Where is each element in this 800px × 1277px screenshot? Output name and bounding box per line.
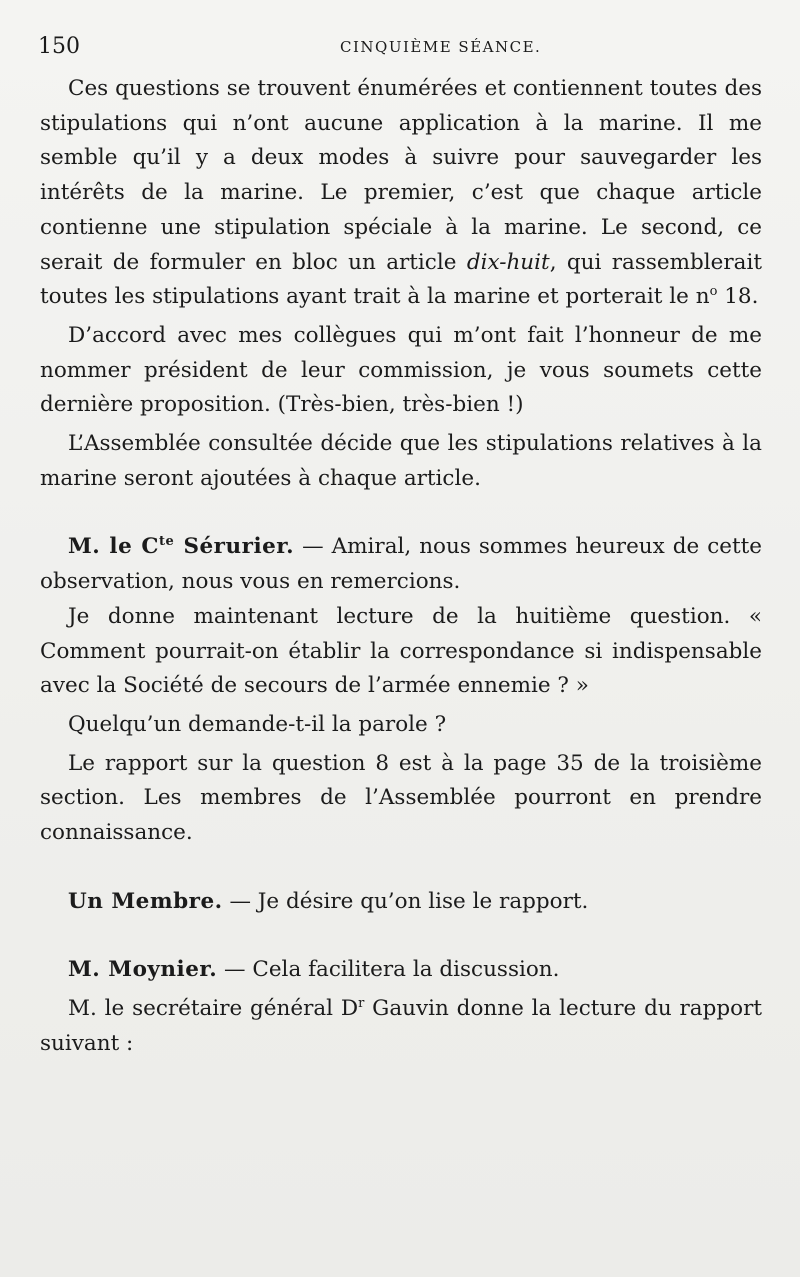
paragraph-member: Un Membre. — Je désire qu’on lise le rapport. bbox=[68, 888, 589, 914]
page-header bbox=[38, 34, 762, 62]
paragraph-proposition: D’accord avec mes collègues qui m’ont fait l’honneur de me nommer président de leur commission, je vous soumets cette dernière proposition. (Très-bien, très-bien !) bbox=[40, 322, 762, 418]
paragraph-eighth-question: Je donne maintenant lecture de la huitième question. « Comment pourrait-on établir la correspondance si indispensable avec la Société de secours de l’armée ennemie ? » bbox=[40, 603, 762, 699]
paragraph-floor-question: Quelqu’un demande-t-il la parole ? bbox=[68, 711, 447, 737]
paragraph-report-reading: M. le secrétaire général $D^r$ Gauvin donne la lecture du rapport suivant : bbox=[40, 996, 762, 1056]
running-head: CINQUIÈME SÉANCE. bbox=[340, 38, 542, 56]
speaker-name: M. le $C^{te}$ Sérurier. bbox=[68, 534, 295, 560]
paragraph-marine-stipulations: Ces questions se trouvent énumérées et contiennent toutes des stipulations qui n’ont aucune application à la marine. Il me semble qu’il y a deux modes à suivre pour sauvegarder les intérêts de la marine. Le premier, c’est que chaque article contienne une stipulation spéciale à la marine. Le second, ce serait de formuler en bloc un article dix-huit, qui rassemblerait toutes les stipulations ayant trait à la marine et porterait le $n^o$ 18. bbox=[40, 76, 762, 310]
speaker-name: M. Moynier. bbox=[68, 957, 218, 983]
emphasis-dix-huit: dix-huit bbox=[466, 249, 550, 275]
page-number: 150 bbox=[38, 34, 80, 59]
paragraph-moynier: M. Moynier. — Cela facilitera la discussion. bbox=[68, 957, 560, 983]
paragraph-serurier: M. le $C^{te}$ Sérurier. — Amiral, nous sommes heureux de cette observation, nous vous en remercions. bbox=[40, 534, 762, 595]
paragraph-assembly-decision: L’Assemblée consultée décide que les stipulations relatives à la marine seront ajoutées à chaque article. bbox=[40, 431, 762, 491]
paragraph-report-reference: Le rapport sur la question 8 est à la page 35 de la troisième section. Les membres de l’Assemblée pourront en prendre connaissance. bbox=[40, 750, 762, 846]
page-body bbox=[40, 72, 762, 1062]
speaker-name: Un Membre. bbox=[68, 888, 223, 914]
